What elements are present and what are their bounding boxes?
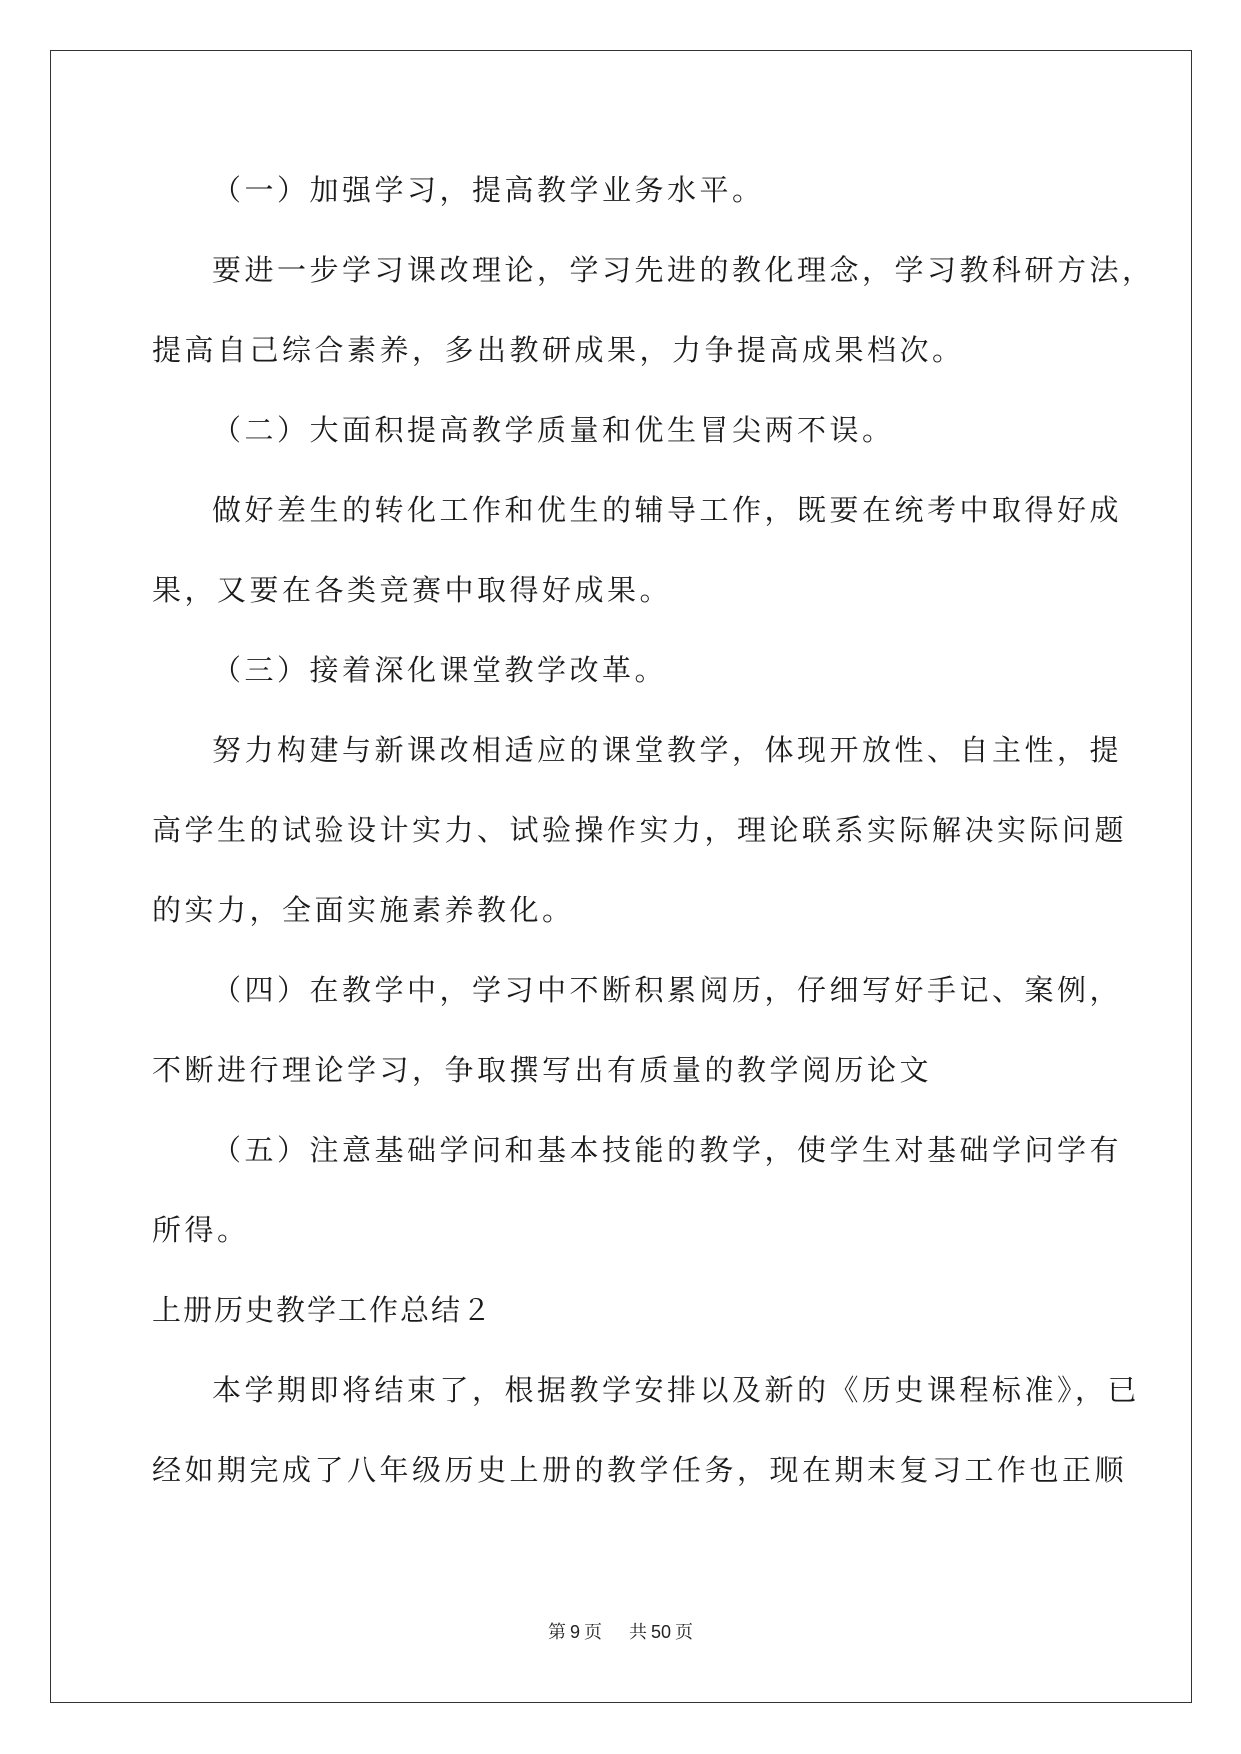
body-line-10: 的实力，全面实施素养教化。	[152, 893, 575, 927]
footer-page-suffix: 页	[584, 1622, 603, 1643]
body-line-1: （一）加强学习，提高教学业务水平。	[212, 173, 765, 207]
body-line-5: 做好差生的转化工作和优生的辅导工作，既要在统考中取得好成	[212, 493, 1123, 527]
footer-page-number: 9	[570, 1622, 581, 1642]
body-line-3: 提高自己综合素养，多出教研成果，力争提高成果档次。	[152, 333, 965, 367]
body-line-16: 经如期完成了八年级历史上册的教学任务，现在期末复习工作也正顺	[152, 1453, 1128, 1487]
footer-total-pages: 50	[650, 1622, 671, 1642]
body-line-8: 努力构建与新课改相适应的课堂教学，体现开放性、自主性，提	[212, 733, 1123, 767]
body-line-2: 要进一步学习课改理论，学习先进的教化理念，学习教科研方法，	[212, 253, 1155, 287]
body-line-6: 果，又要在各类竞赛中取得好成果。	[152, 573, 673, 607]
footer-total-suffix: 页	[674, 1622, 693, 1643]
footer-page-prefix: 第	[548, 1622, 567, 1643]
body-line-11: （四）在教学中，学习中不断积累阅历，仔细写好手记、案例，	[212, 973, 1123, 1007]
body-line-9: 高学生的试验设计实力、试验操作实力，理论联系实际解决实际问题	[152, 813, 1128, 847]
body-line-12: 不断进行理论学习，争取撰写出有质量的教学阅历论文	[152, 1053, 933, 1087]
section-heading: 上册历史教学工作总结２	[152, 1293, 494, 1327]
body-line-4: （二）大面积提高教学质量和优生冒尖两不误。	[212, 413, 895, 447]
body-line-13: （五）注意基础学问和基本技能的教学，使学生对基础学问学有	[212, 1133, 1123, 1167]
page-footer	[0, 1618, 1241, 1644]
body-line-7: （三）接着深化课堂教学改革。	[212, 653, 668, 687]
body-line-15: 本学期即将结束了，根据教学安排以及新的《历史课程标准》，已	[212, 1373, 1141, 1407]
footer-total-prefix: 共	[628, 1622, 647, 1643]
body-line-14: 所得。	[152, 1213, 250, 1247]
